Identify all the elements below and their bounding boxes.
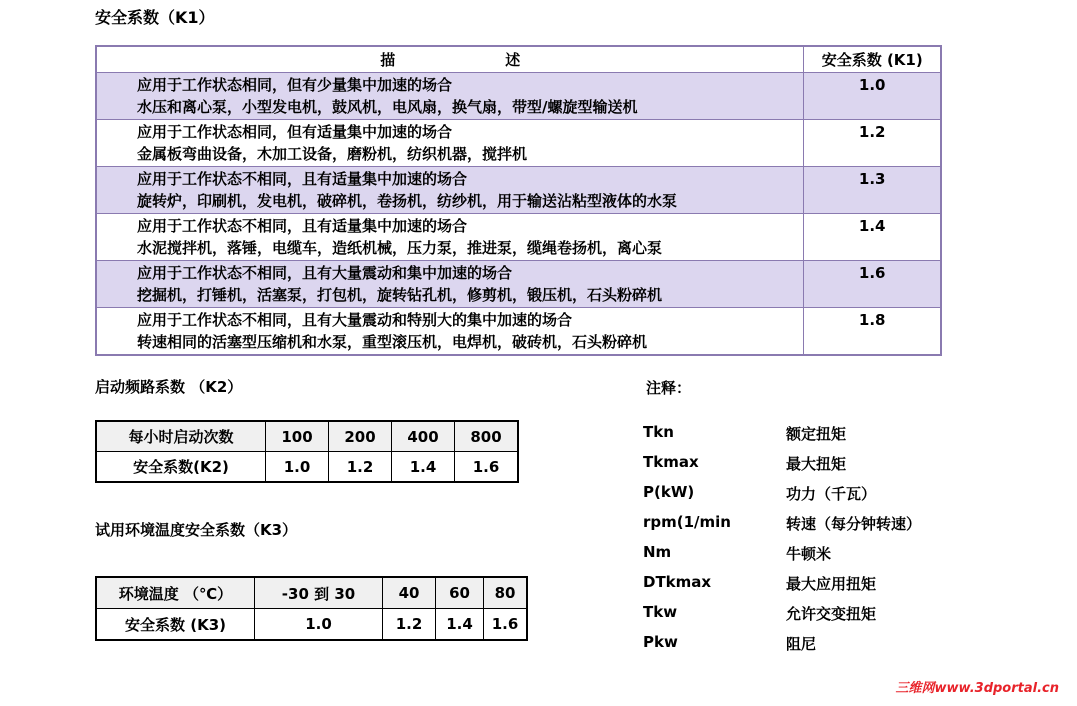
k1-row-line2: 水压和离心泵，小型发电机，鼓风机，电风扇，换气扇，带型/螺旋型输送机 <box>137 98 638 116</box>
k1-row-line2: 转速相同的活塞型压缩机和水泵，重型滚压机，电焊机，破砖机，石头粉碎机 <box>137 333 648 351</box>
k2-value-cell: 1.4 <box>392 452 455 483</box>
k3-value-row <box>96 609 527 641</box>
k1-row-line2: 挖掘机，打锤机，活塞泵，打包机，旋转钻孔机，修剪机，锻压机，石头粉碎机 <box>137 286 663 304</box>
k3-head-cell: 60 <box>436 577 484 609</box>
table-row <box>96 308 941 356</box>
k2-value-cell: 1.0 <box>266 452 329 483</box>
k1-table <box>95 45 942 356</box>
k2-head-cell: 200 <box>329 421 392 452</box>
k1-row-value: 1.0 <box>804 73 941 120</box>
k1-row-description <box>96 120 804 167</box>
k2-head-cell: 800 <box>455 421 519 452</box>
note-meaning: 最大扭矩 <box>786 455 847 473</box>
note-meaning: 额定扭矩 <box>786 425 847 443</box>
watermark: 三维网www.3dportal.cn <box>895 681 1059 696</box>
note-symbol: P(kW) <box>643 483 695 501</box>
table-row <box>96 120 941 167</box>
table-row <box>96 261 941 308</box>
k1-row-description <box>96 167 804 214</box>
k3-header-row <box>96 577 527 609</box>
k3-title: 试用环境温度安全系数（K3） <box>95 521 298 539</box>
note-symbol: Tkn <box>643 423 674 441</box>
note-symbol: Tkw <box>643 603 678 621</box>
list-item <box>643 573 973 597</box>
k1-row-line1: 应用于工作状态不相同，且有大量震动和特别大的集中加速的场合 <box>137 311 573 329</box>
list-item <box>643 633 973 657</box>
k2-head-cell: 400 <box>392 421 455 452</box>
k3-row-label: 安全系数 (K3) <box>96 609 255 641</box>
note-symbol: Nm <box>643 543 672 561</box>
k3-head-cell: 40 <box>383 577 436 609</box>
k1-row-description <box>96 261 804 308</box>
k1-row-line2: 金属板弯曲设备，木加工设备，磨粉机，纺织机器，搅拌机 <box>137 145 528 163</box>
k1-row-line2: 旋转炉，印刷机，发电机，破碎机，卷扬机，纺纱机，用于输送沾粘型液体的水泵 <box>137 192 678 210</box>
k2-row-label: 安全系数(K2) <box>96 452 266 483</box>
k1-row-line1: 应用于工作状态不相同，且有适量集中加速的场合 <box>137 217 468 235</box>
list-item <box>643 483 973 507</box>
k1-row-description <box>96 214 804 261</box>
note-meaning: 允许交变扭矩 <box>786 605 877 623</box>
note-symbol: Tkmax <box>643 453 699 471</box>
list-item <box>643 423 973 447</box>
table-row <box>96 73 941 120</box>
k2-value-row <box>96 452 518 483</box>
k2-value-cell: 1.2 <box>329 452 392 483</box>
k1-header-description <box>96 46 804 73</box>
k1-title: 安全系数（K1） <box>95 8 215 27</box>
k1-row-value: 1.3 <box>804 167 941 214</box>
k1-row-line1: 应用于工作状态不相同，且有大量震动和集中加速的场合 <box>137 264 513 282</box>
k1-header-desc-b: 述 <box>505 51 521 69</box>
list-item <box>643 543 973 567</box>
k1-row-value: 1.6 <box>804 261 941 308</box>
k3-value-cell: 1.4 <box>436 609 484 641</box>
note-symbol: rpm(1/min <box>643 513 731 531</box>
k2-table <box>95 420 519 483</box>
k1-row-value: 1.2 <box>804 120 941 167</box>
k1-row-line1: 应用于工作状态相同，但有少量集中加速的场合 <box>137 76 453 94</box>
k1-row-value: 1.8 <box>804 308 941 356</box>
list-item <box>643 453 973 477</box>
k2-head-cell: 100 <box>266 421 329 452</box>
note-symbol: Pkw <box>643 633 678 651</box>
k1-row-line1: 应用于工作状态不相同，且有适量集中加速的场合 <box>137 170 468 188</box>
note-meaning: 最大应用扭矩 <box>786 575 877 593</box>
k3-value-cell: 1.0 <box>255 609 383 641</box>
k1-header-row <box>96 46 941 73</box>
notes-title: 注释： <box>646 379 692 397</box>
k3-head-cell: 80 <box>484 577 528 609</box>
note-meaning: 功力（千瓦） <box>786 485 877 503</box>
k1-header-value: 安全系数 (K1) <box>804 46 941 73</box>
k1-row-line1: 应用于工作状态相同，但有适量集中加速的场合 <box>137 123 453 141</box>
k1-row-line2: 水泥搅拌机，落锤，电缆车，造纸机械，压力泵，推进泵，缆绳卷扬机，离心泵 <box>137 239 663 257</box>
k1-header-desc-a: 描 <box>380 51 396 69</box>
k3-value-cell: 1.6 <box>484 609 528 641</box>
k2-head-label: 每小时启动次数 <box>96 421 266 452</box>
k2-title: 启动频路系数 （K2） <box>95 378 243 396</box>
k1-row-description <box>96 308 804 356</box>
k1-row-value: 1.4 <box>804 214 941 261</box>
note-meaning: 阻尼 <box>786 635 817 653</box>
table-row <box>96 167 941 214</box>
note-meaning: 转速（每分钟转速） <box>786 515 922 533</box>
note-symbol: DTkmax <box>643 573 712 591</box>
k2-value-cell: 1.6 <box>455 452 519 483</box>
k2-header-row <box>96 421 518 452</box>
k3-head-label: 环境温度 （℃） <box>96 577 255 609</box>
k3-table <box>95 576 528 641</box>
list-item <box>643 513 973 537</box>
k3-value-cell: 1.2 <box>383 609 436 641</box>
table-row <box>96 214 941 261</box>
k1-row-description <box>96 73 804 120</box>
list-item <box>643 603 973 627</box>
note-meaning: 牛顿米 <box>786 545 832 563</box>
k3-head-cell: -30 到 30 <box>255 577 383 609</box>
